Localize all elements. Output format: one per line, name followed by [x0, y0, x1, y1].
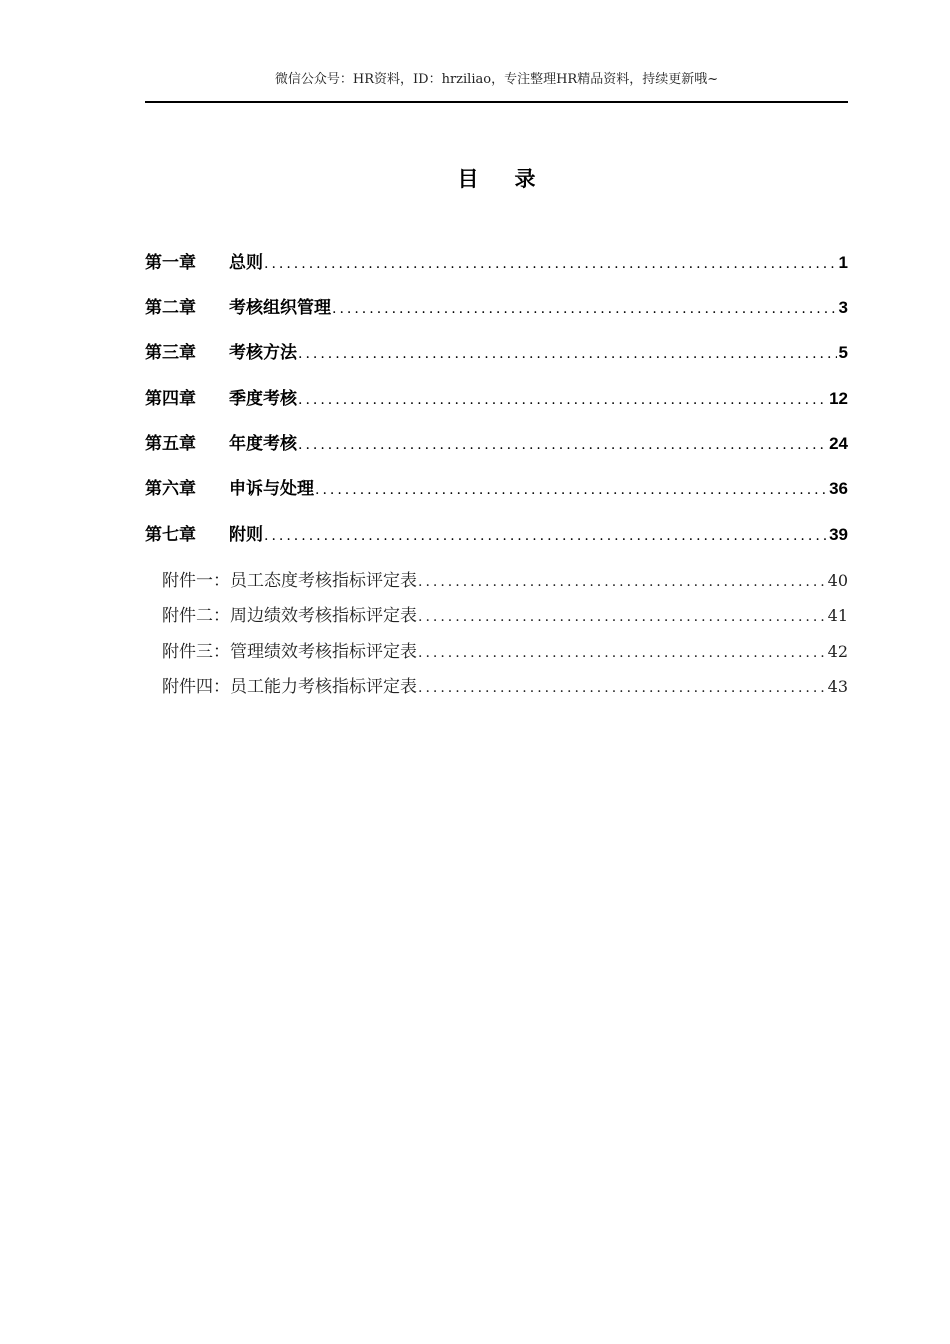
chapter-number: 第一章: [145, 253, 196, 273]
dot-leader: [264, 528, 827, 544]
page-number: 3: [838, 298, 848, 317]
toc-entry-chapter-2[interactable]: [145, 293, 848, 318]
appendix-title: 附件三：管理绩效考核指标评定表: [162, 642, 417, 662]
page-number: 40: [827, 571, 848, 590]
page-number: 36: [829, 479, 848, 498]
toc-entry-chapter-7[interactable]: [145, 520, 848, 545]
page-number: 24: [829, 434, 848, 453]
toc-entry-appendix-3[interactable]: [145, 637, 848, 662]
page-number: 39: [829, 525, 848, 544]
page-number: 1: [838, 253, 848, 272]
chapter-title: 考核方法: [229, 343, 297, 363]
page-number: 41: [827, 606, 848, 625]
chapter-title: 总则: [229, 253, 263, 273]
header-divider: [145, 101, 848, 103]
dot-leader: [264, 256, 837, 272]
page-number: 42: [827, 642, 848, 661]
dot-leader: [418, 574, 826, 590]
page-header-text: 微信公众号：HR资料，ID：hrziliao，专注整理HR精品资料，持续更新哦~: [274, 72, 719, 87]
page-number: 12: [829, 389, 848, 408]
chapter-title: 考核组织管理: [229, 298, 331, 318]
toc-entry-chapter-1[interactable]: [145, 248, 848, 273]
appendix-title: 附件四：员工能力考核指标评定表: [162, 677, 417, 697]
dot-leader: [298, 437, 827, 453]
chapter-title: 申诉与处理: [229, 479, 314, 499]
chapter-number: 第七章: [145, 525, 196, 545]
page-number: 5: [838, 343, 848, 362]
chapter-title: 季度考核: [229, 389, 297, 409]
chapter-number: 第六章: [145, 479, 196, 499]
dot-leader: [418, 645, 826, 661]
dot-leader: [332, 301, 837, 317]
dot-leader: [418, 680, 826, 696]
toc-entry-chapter-4[interactable]: [145, 384, 848, 409]
chapter-title: 附则: [229, 525, 263, 545]
toc-title-right: 录: [514, 166, 536, 191]
chapter-number: 第三章: [145, 343, 196, 363]
chapter-number: 第二章: [145, 298, 196, 318]
dot-leader: [315, 482, 827, 498]
toc-entry-chapter-6[interactable]: [145, 474, 848, 499]
toc-entry-appendix-2[interactable]: [145, 601, 848, 626]
chapter-number: 第四章: [145, 389, 196, 409]
toc-entry-chapter-3[interactable]: [145, 338, 848, 363]
dot-leader: [298, 346, 837, 362]
toc-entry-appendix-1[interactable]: [145, 566, 848, 591]
chapter-title: 年度考核: [229, 434, 297, 454]
appendix-title: 附件一：员工态度考核指标评定表: [162, 571, 417, 591]
toc-entry-appendix-4[interactable]: [145, 672, 848, 697]
toc-title-left: 目: [457, 166, 479, 191]
toc-title: [145, 163, 848, 193]
page-number: 43: [827, 677, 848, 696]
toc-entry-chapter-5[interactable]: [145, 429, 848, 454]
dot-leader: [418, 609, 826, 625]
appendix-title: 附件二：周边绩效考核指标评定表: [162, 606, 417, 626]
dot-leader: [298, 392, 827, 408]
chapter-number: 第五章: [145, 434, 196, 454]
